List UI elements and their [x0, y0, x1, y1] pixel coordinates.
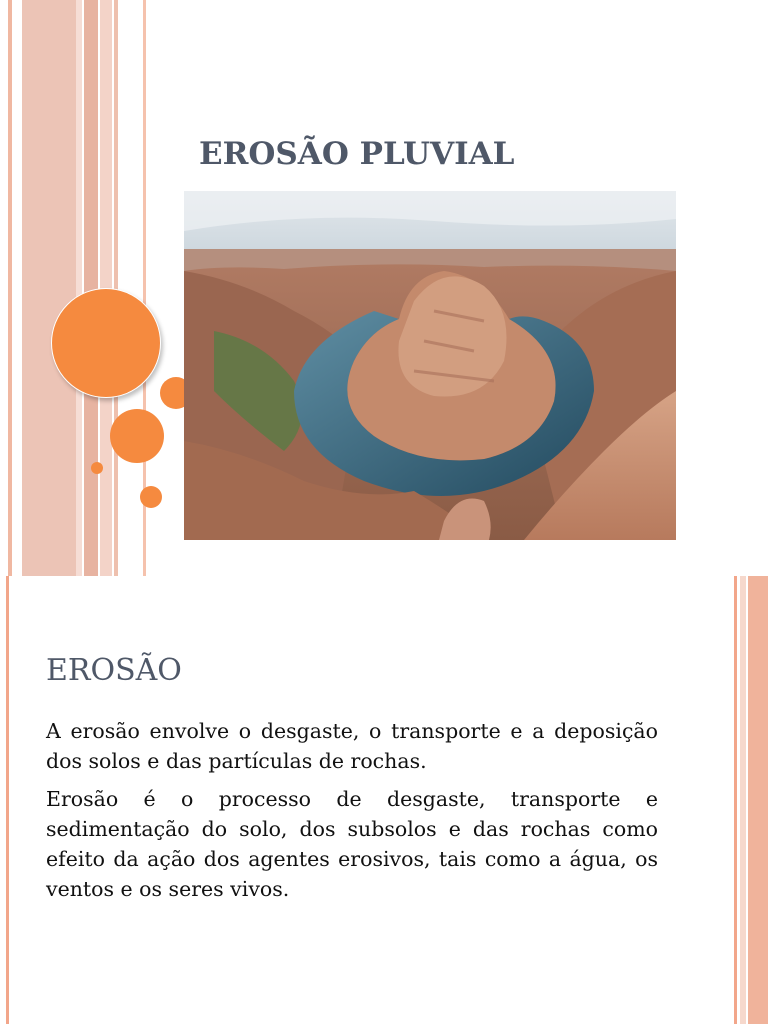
decorative-stripe	[6, 576, 9, 1024]
paragraph: Erosão é o processo de desgaste, transporte e sedimentação do solo, dos subsolos e das rochas como efeito da ação dos agentes erosivos, tais como a água, os ventos e os seres vivos.	[46, 787, 658, 901]
decorative-circle	[140, 486, 162, 508]
section-title: EROSÃO	[46, 653, 182, 688]
decorative-circle-large	[51, 288, 161, 398]
decorative-stripe	[748, 576, 768, 1024]
decorative-circle	[110, 409, 164, 463]
slide-title: EROSÃO PLUVIAL	[199, 136, 515, 172]
decorative-stripe	[22, 0, 76, 576]
decorative-stripe	[8, 0, 12, 576]
paragraph: A erosão envolve o desgaste, o transporte e a deposição dos solos e das partículas de rochas.	[46, 719, 658, 773]
slide-2	[0, 576, 768, 1024]
decorative-stripe	[76, 0, 82, 576]
decorative-circle	[91, 462, 103, 474]
decorative-stripe	[740, 576, 746, 1024]
canyon-river-bend-photo	[184, 191, 676, 540]
body-text	[46, 716, 658, 912]
decorative-stripe	[734, 576, 737, 1024]
